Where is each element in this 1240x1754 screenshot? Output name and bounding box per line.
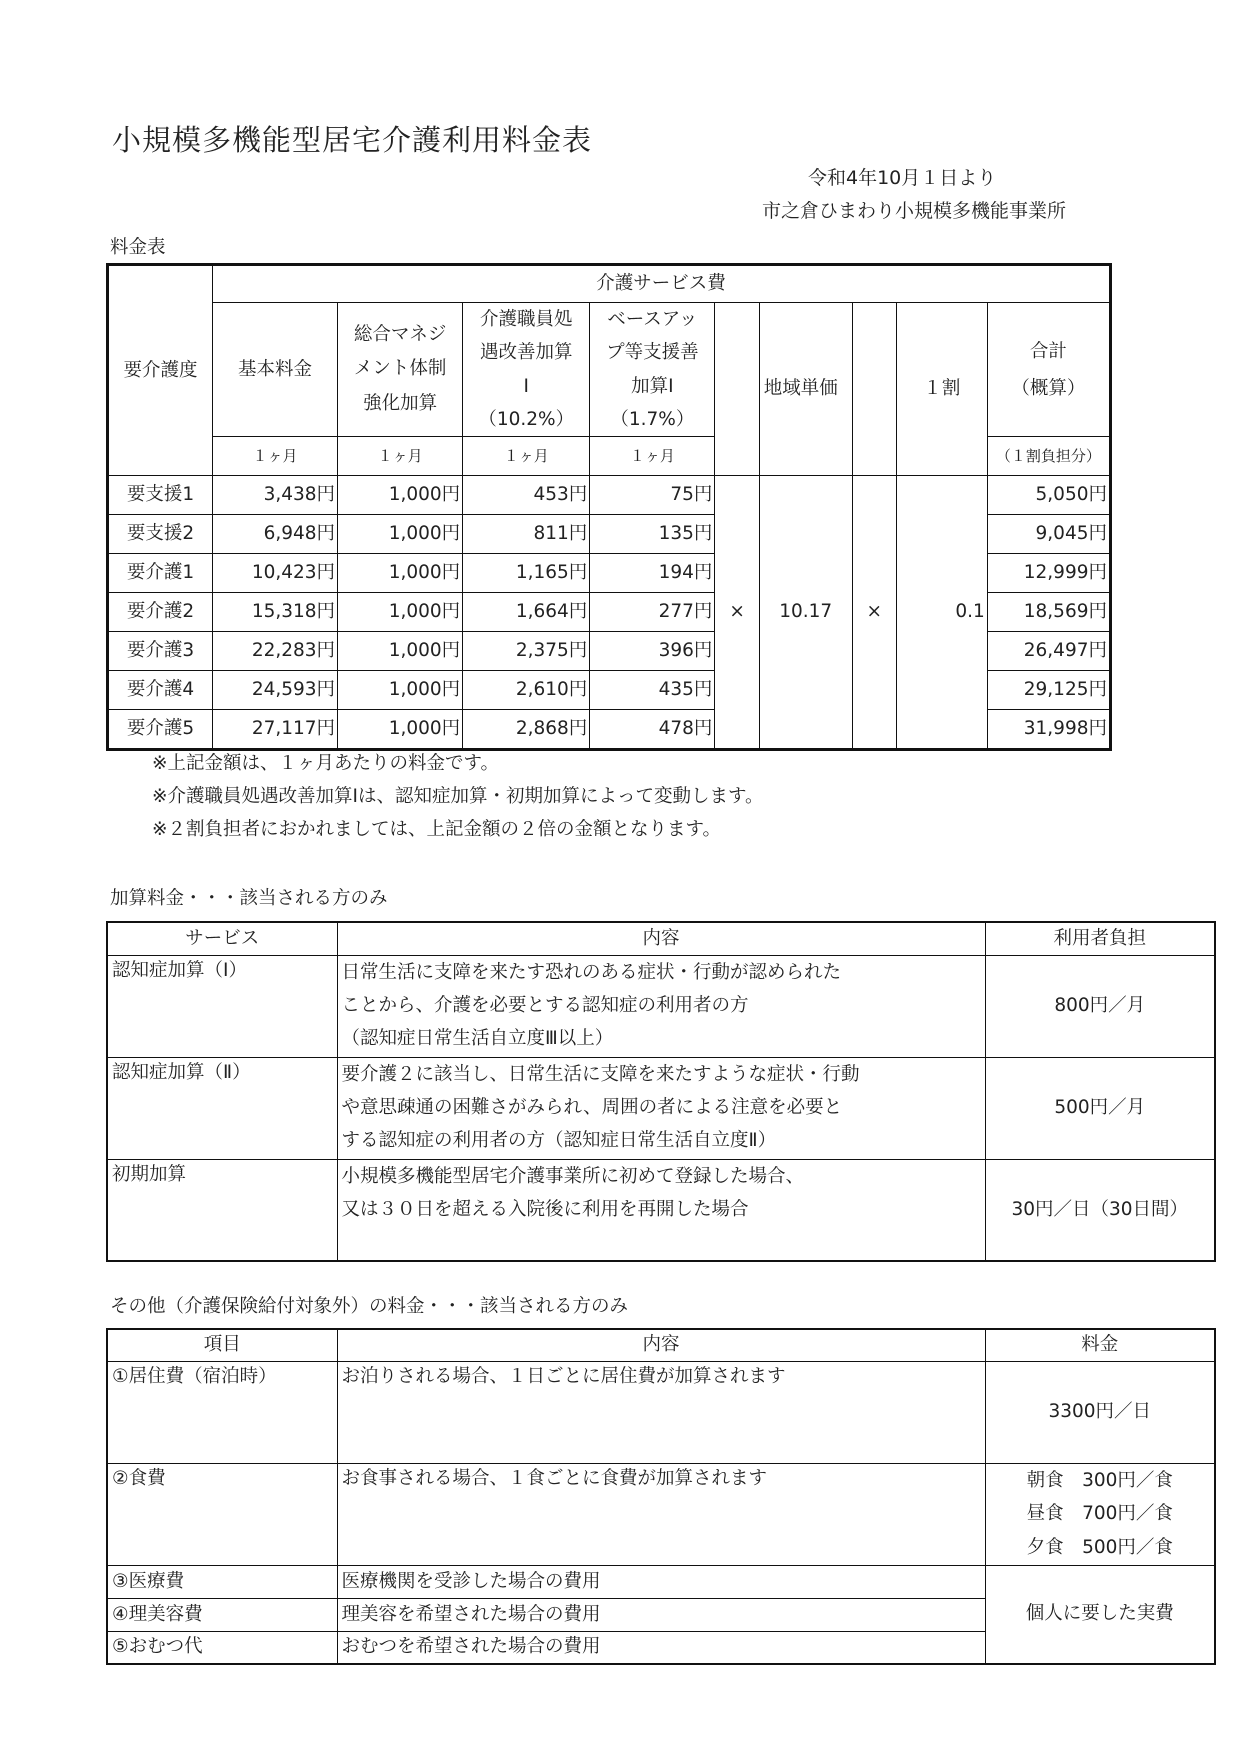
row-improvement: 2,375円: [463, 632, 590, 671]
other-section-label: その他（介護保険給付対象外）の料金・・・該当される方のみ: [110, 1296, 629, 1317]
item-name: ②食費: [107, 1463, 337, 1565]
service-content: 日常生活に支障を来たす恐れのある症状・行動が認められた ことから、介護を必要とする認知症の利用者の方 （認知症日常生活自立度Ⅲ以上）: [337, 955, 985, 1057]
service-name: 初期加算: [107, 1159, 337, 1261]
row-level: 要介護2: [108, 593, 213, 632]
item-content: 医療機関を受診した場合の費用: [337, 1565, 985, 1598]
item-content: お食事される場合、１食ごとに食費が加算されます: [337, 1463, 985, 1565]
header-times-1: [715, 303, 759, 476]
header-times-2: [852, 303, 896, 476]
times-symbol-2: ×: [852, 476, 896, 750]
unit-management: １ヶ月: [338, 437, 463, 476]
header-region: 地域単価: [759, 303, 852, 476]
row-improvement: 2,868円: [463, 710, 590, 750]
row-level: 要支援1: [108, 476, 213, 515]
page-title: 小規模多機能型居宅介護利用料金表: [112, 123, 593, 157]
unit-basic: １ヶ月: [212, 437, 337, 476]
times-symbol-1: ×: [715, 476, 759, 750]
row-total: 26,497円: [987, 632, 1110, 671]
row-baseup: 194円: [590, 554, 715, 593]
row-total: 5,050円: [987, 476, 1110, 515]
fee-note-2: ※介護職員処遇改善加算Ⅰは、認知症加算・初期加算によって変動します。: [152, 786, 764, 807]
row-management: 1,000円: [338, 632, 463, 671]
service-charge: 800円／月: [985, 955, 1215, 1057]
header-baseup: ベースアッ プ等支援善 加算Ⅰ （1.7%）: [590, 303, 715, 437]
row-level: 要介護3: [108, 632, 213, 671]
unit-total: （１割負担分）: [987, 437, 1110, 476]
service-charge: 500円／月: [985, 1057, 1215, 1159]
item-name: ⑤おむつ代: [107, 1631, 337, 1664]
other-fee-table: [106, 1328, 1216, 1665]
row-total: 18,569円: [987, 593, 1110, 632]
service-charge: 30円／日（30日間）: [985, 1159, 1215, 1261]
item-charge: 3300円／日: [985, 1361, 1215, 1463]
meal-charges: 朝食 300円／食 昼食 700円／食 夕食 500円／食: [985, 1463, 1215, 1565]
row-baseup: 135円: [590, 515, 715, 554]
row-level: 要介護5: [108, 710, 213, 750]
header-care-level: 要介護度: [108, 265, 213, 476]
unit-baseup: １ヶ月: [590, 437, 715, 476]
row-management: 1,000円: [338, 554, 463, 593]
header-content: 内容: [337, 922, 985, 955]
row-basic: 6,948円: [212, 515, 337, 554]
header-charge: 料金: [985, 1329, 1215, 1361]
row-improvement: 1,664円: [463, 593, 590, 632]
row-management: 1,000円: [338, 593, 463, 632]
office-name: 市之倉ひまわり小規模多機能事業所: [762, 200, 1067, 222]
row-management: 1,000円: [338, 515, 463, 554]
row-management: 1,000円: [338, 671, 463, 710]
fee-section-label: 料金表: [110, 237, 166, 258]
additional-section-label: 加算料金・・・該当される方のみ: [110, 888, 388, 909]
row-basic: 10,423円: [212, 554, 337, 593]
service-name: 認知症加算（Ⅱ）: [107, 1057, 337, 1159]
additional-fee-table: [106, 921, 1216, 1262]
header-content: 内容: [337, 1329, 985, 1361]
header-ratio: １割: [897, 303, 988, 476]
header-management: 総合マネジ メント体制 強化加算: [338, 303, 463, 437]
row-improvement: 1,165円: [463, 554, 590, 593]
item-content: お泊りされる場合、１日ごとに居住費が加算されます: [337, 1361, 985, 1463]
item-content: おむつを希望された場合の費用: [337, 1631, 985, 1664]
row-improvement: 453円: [463, 476, 590, 515]
row-management: 1,000円: [338, 476, 463, 515]
region-unit-value: 10.17: [759, 476, 852, 750]
unit-improvement: １ヶ月: [463, 437, 590, 476]
row-level: 要介護4: [108, 671, 213, 710]
header-total: 合計 （概算）: [987, 303, 1110, 437]
item-name: ④理美容費: [107, 1598, 337, 1631]
row-basic: 24,593円: [212, 671, 337, 710]
row-improvement: 2,610円: [463, 671, 590, 710]
fee-note-3: ※２割負担者におかれましては、上記金額の２倍の金額となります。: [152, 819, 722, 840]
row-basic: 27,117円: [212, 710, 337, 750]
row-level: 要支援2: [108, 515, 213, 554]
ratio-value: 0.1: [897, 476, 988, 750]
row-total: 12,999円: [987, 554, 1110, 593]
row-basic: 15,318円: [212, 593, 337, 632]
row-baseup: 396円: [590, 632, 715, 671]
header-service: サービス: [107, 922, 337, 955]
actual-cost-charge: 個人に要した実費: [985, 1565, 1215, 1664]
header-item: 項目: [107, 1329, 337, 1361]
row-basic: 3,438円: [212, 476, 337, 515]
header-basic: 基本料金: [212, 303, 337, 437]
header-service-group: 介護サービス費: [212, 265, 1110, 303]
row-baseup: 478円: [590, 710, 715, 750]
row-level: 要介護1: [108, 554, 213, 593]
row-management: 1,000円: [338, 710, 463, 750]
row-total: 29,125円: [987, 671, 1110, 710]
row-improvement: 811円: [463, 515, 590, 554]
row-baseup: 277円: [590, 593, 715, 632]
item-name: ③医療費: [107, 1565, 337, 1598]
row-total: 31,998円: [987, 710, 1110, 750]
row-baseup: 435円: [590, 671, 715, 710]
service-name: 認知症加算（Ⅰ）: [107, 955, 337, 1057]
item-content: 理美容を希望された場合の費用: [337, 1598, 985, 1631]
item-name: ①居住費（宿泊時）: [107, 1361, 337, 1463]
service-content: 小規模多機能型居宅介護事業所に初めて登録した場合、 又は３０日を超える入院後に利用を再開した場合: [337, 1159, 985, 1261]
row-basic: 22,283円: [212, 632, 337, 671]
header-improvement: 介護職員処 遇改善加算 Ⅰ （10.2%）: [463, 303, 590, 437]
fee-note-1: ※上記金額は、１ヶ月あたりの料金です。: [152, 753, 500, 774]
row-baseup: 75円: [590, 476, 715, 515]
fee-table: [106, 263, 1112, 751]
row-total: 9,045円: [987, 515, 1110, 554]
effective-date: 令和4年10月１日より: [808, 167, 997, 189]
header-charge: 利用者負担: [985, 922, 1215, 955]
service-content: 要介護２に該当し、日常生活に支障を来たすような症状・行動 や意思疎通の困難さがみられ、周囲の者による注意を必要と する認知症の利用者の方（認知症日常生活自立度Ⅱ）: [337, 1057, 985, 1159]
